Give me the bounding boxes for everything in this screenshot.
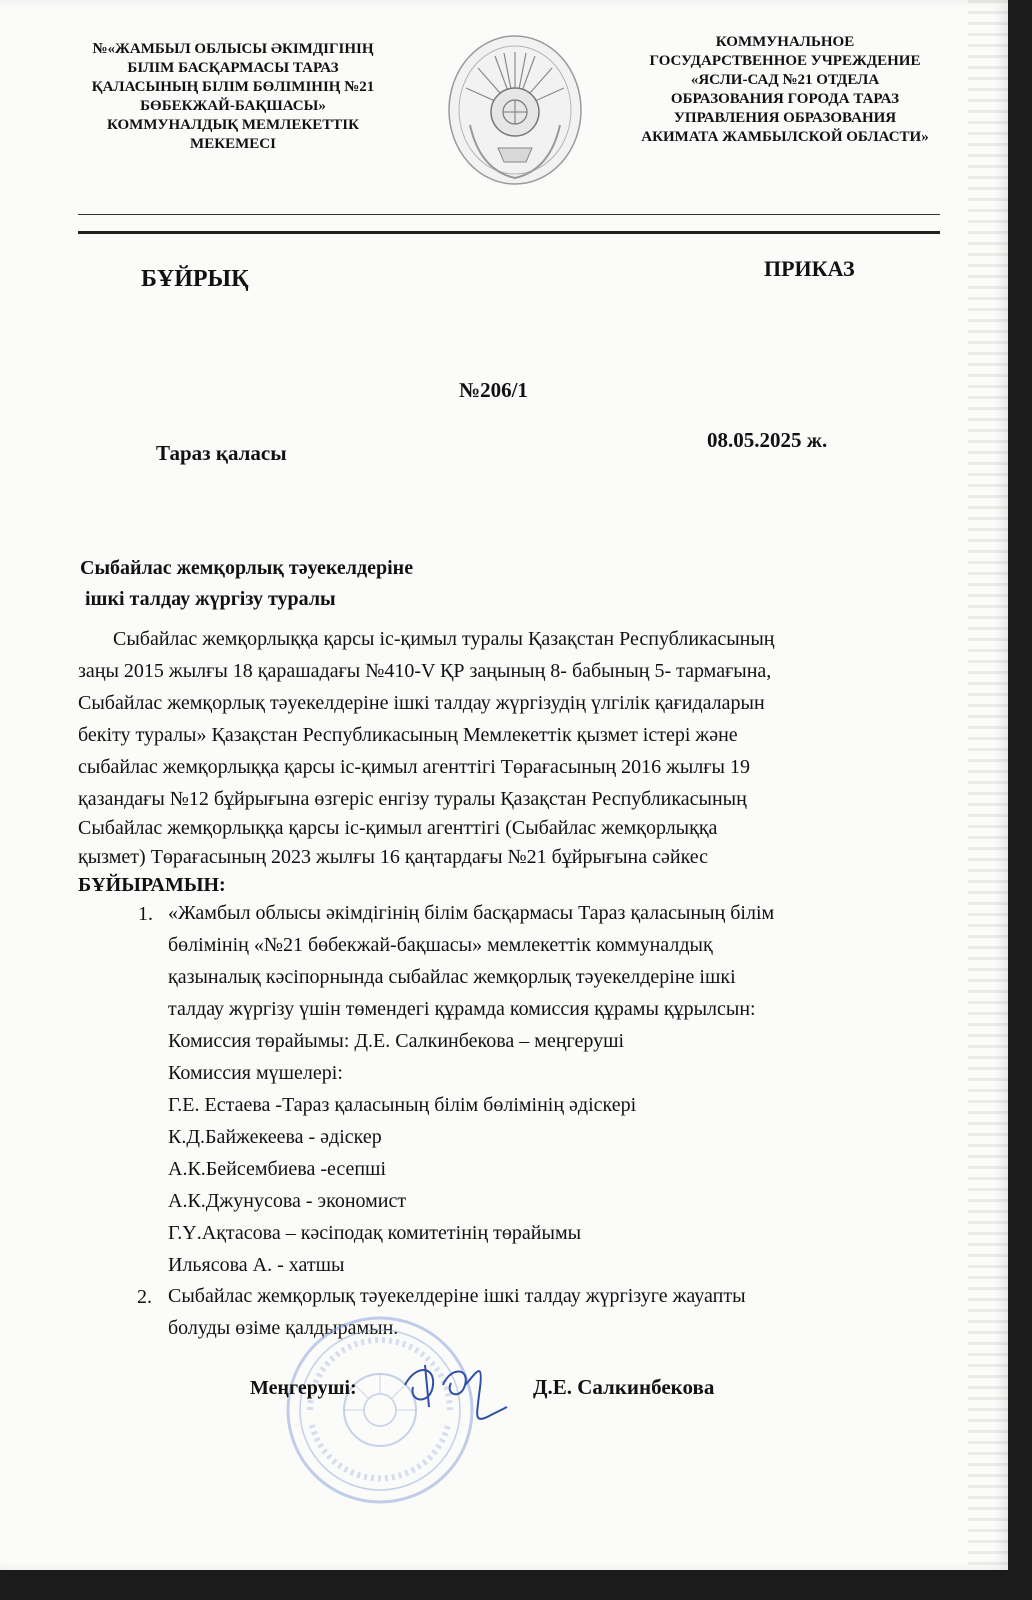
item1-line: К.Д.Байжекеева - әдіскер (168, 1126, 382, 1148)
header-left-line: МЕКЕМЕСІ (190, 136, 276, 152)
header-left (68, 40, 398, 154)
item2-line: болуды өзіме қалдырамын. (168, 1317, 399, 1339)
item1-line: Ильясова А. - хатшы (168, 1254, 345, 1276)
city: Тараз қаласы (156, 441, 287, 465)
item1-line: А.К.Бейсембиева -есепші (168, 1158, 387, 1180)
order-date: 08.05.2025 ж. (707, 428, 828, 452)
header-divider-thick (78, 231, 940, 234)
preamble-line: Сыбайлас жемқорлыққа қарсы іс-қимыл туралы Қазақстан Республикасының (113, 628, 775, 650)
preamble-line: заңы 2015 жылғы 18 қарашадағы №410-V ҚР заңының 8- бабының 5- тармағына, (78, 660, 772, 682)
item1-line: бөлімінің «№21 бөбекжай-бақшасы» мемлекеттік коммуналдық (168, 934, 713, 956)
item-number: 1. (138, 903, 153, 925)
header-divider-thin (78, 214, 940, 215)
subject-line: Сыбайлас жемқорлық тәуекелдеріне (80, 557, 414, 579)
item1-line: Г.Ү.Ақтасова – кәсіподақ комитетінің төрайымы (168, 1222, 582, 1244)
header-right-line: ГОСУДАРСТВЕННОЕ УЧРЕЖДЕНИЕ (649, 53, 921, 69)
item1-line: Г.Е. Естаева -Тараз қаласының білім бөлімінің әдіскері (168, 1094, 637, 1116)
item1-line: Комиссия төрайымы: Д.Е. Салкинбекова – меңгеруші (168, 1030, 625, 1052)
preamble-line: қызмет) Төрағасының 2023 жылғы 16 қаңтардағы №21 бұйрығына сәйкес (78, 846, 709, 868)
header-right-line: УПРАВЛЕНИЯ ОБРАЗОВАНИЯ (673, 110, 897, 126)
header-right-line: АКИМАТА ЖАМБЫЛСКОЙ ОБЛАСТИ» (641, 129, 929, 145)
item-number: 2. (137, 1286, 152, 1308)
doc-type-ru: ПРИКАЗ (764, 256, 855, 281)
doc-type-kz: БҰЙРЫҚ (141, 266, 249, 292)
scan-edge (968, 0, 1008, 1570)
header-left-line: ҚАЛАСЫНЫҢ БІЛІМ БӨЛІМІНІҢ №21 (91, 79, 375, 95)
item1-line: «Жамбыл облысы әкімдігінің білім басқармасы Тараз қаласының білім (168, 902, 775, 924)
header-right (625, 33, 945, 147)
header-left-line: БӨБЕКЖАЙ-БАҚШАСЫ» (140, 98, 326, 114)
preamble-line: бекіту туралы» Қазақстан Республикасының Мемлекеттік қызмет істері және (78, 724, 738, 746)
item1-line: қазыналық кәсіпорнында сыбайлас жемқорлық тәуекелдеріне ішкі (168, 966, 736, 988)
state-emblem-icon (440, 30, 590, 190)
header-right-line: «ЯСЛИ-САД №21 ОТДЕЛА (690, 72, 880, 88)
header-right-line: ОБРАЗОВАНИЯ ГОРОДА ТАРАЗ (670, 91, 900, 107)
header-left-line: №«ЖАМБЫЛ ОБЛЫСЫ ӘКІМДІГІНІҢ (92, 41, 374, 57)
order-word: БҰЙЫРАМЫН: (78, 874, 226, 896)
signature-label: Меңгеруші: (250, 1377, 357, 1399)
item2-line: Сыбайлас жемқорлық тәуекелдеріне ішкі талдау жүргізуге жауапты (168, 1285, 746, 1307)
preamble-line: Сыбайлас жемқорлыққа қарсы іс-қимыл агенттігі (Сыбайлас жемқорлыққа (78, 817, 718, 839)
order-number: №206/1 (459, 378, 528, 402)
subject-line: ішкі талдау жүргізу туралы (85, 588, 336, 610)
header-right-line: КОММУНАЛЬНОЕ (715, 34, 855, 50)
header-left-line: БІЛІМ БАСҚАРМАСЫ ТАРАЗ (127, 60, 339, 76)
header-left-line: КОММУНАЛДЫҚ МЕМЛЕКЕТТІК (107, 117, 359, 133)
signature-name: Д.Е. Салкинбекова (533, 1375, 715, 1399)
preamble-line: сыбайлас жемқорлыққа қарсы іс-қимыл агенттігі Төрағасының 2016 жылғы 19 (78, 756, 750, 778)
item1-line: талдау жүргізу үшін төмендегі құрамда комиссия құрамы құрылсын: (168, 998, 756, 1020)
preamble-line: қазандағы №12 бұйрығына өзгеріс енгізу туралы Қазақстан Республикасының (78, 788, 747, 810)
signature-icon (395, 1345, 515, 1435)
item1-line: Комиссия мүшелері: (168, 1062, 343, 1084)
item1-line: А.К.Джунусова - экономист (168, 1190, 407, 1212)
preamble-line: Сыбайлас жемқорлық тәуекелдеріне ішкі талдау жүргізудің үлгілік қағидаларын (78, 692, 765, 714)
